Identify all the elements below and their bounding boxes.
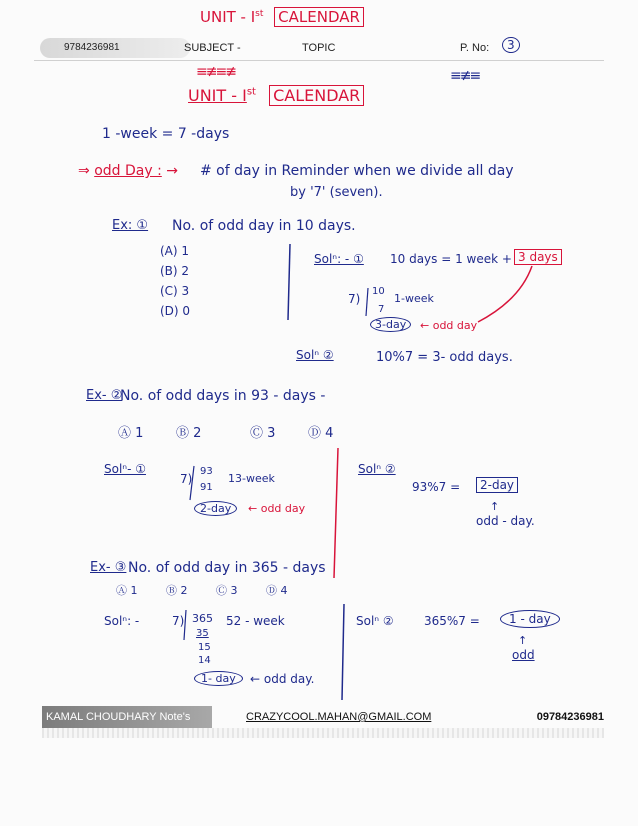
header-phone: 9784236981 xyxy=(40,38,190,58)
ex3-div-remainder-note-text: odd day. xyxy=(263,672,315,686)
header-title-unit: UNIT - I xyxy=(200,8,256,26)
ex3-div-subtract1: 35 xyxy=(196,628,209,639)
ex3-option-c: Ⓒ 3 xyxy=(216,584,238,597)
topic-label: TOPIC xyxy=(302,42,336,54)
ex1-option-a: (A) 1 xyxy=(160,244,190,258)
ex3-sol1-label: Solⁿ: - xyxy=(104,614,140,628)
ex1-div-remainder-text: 3-day xyxy=(370,317,411,332)
ex1-div-subtract: 7 xyxy=(378,304,385,315)
ex1-sol1-label: Solⁿ: - ① xyxy=(314,252,364,266)
ex3-div-remainder-text: 1- day xyxy=(194,671,243,686)
ex2-sol2-box-text: 2-day xyxy=(476,477,518,493)
ex1-arrow xyxy=(478,266,532,322)
header-title-sup: st xyxy=(255,9,264,19)
ex1-division-bracket xyxy=(366,288,368,316)
ex3-sol2-circle-text: 1 - day xyxy=(500,610,560,628)
odd-day-term-text: odd Day : xyxy=(94,163,162,179)
ex1-sol2-label: Solⁿ ② xyxy=(296,348,334,362)
ex3-div-divisor: 7) xyxy=(172,614,185,628)
header-title-topic: CALENDAR xyxy=(274,7,364,27)
ex3-option-b: Ⓑ 2 xyxy=(166,584,188,597)
ex3-question: No. of odd day in 365 - days xyxy=(128,560,326,576)
footer-phone: 09784236981 xyxy=(536,711,604,723)
ex3-div-remainder-note: ← odd day. xyxy=(250,672,315,686)
ex2-red-divider xyxy=(334,448,338,578)
ex1-option-d: (D) 0 xyxy=(160,304,191,318)
ex1-option-c: (C) 3 xyxy=(160,284,190,298)
ex1-sol1-box-text: 3 days xyxy=(514,249,562,265)
ex3-option-d: Ⓓ 4 xyxy=(266,584,288,597)
ex2-sol2-text: 93%7 = xyxy=(412,480,461,494)
ex2-label: Ex- ② xyxy=(86,388,123,403)
ex3-div-mid: 15 xyxy=(198,642,211,653)
ex2-sol1-label: Solⁿ- ① xyxy=(104,462,146,476)
ex1-div-remainder-note-text: odd day xyxy=(432,319,478,332)
ex2-div-remainder-note-text: odd day xyxy=(260,502,306,515)
ex3-div-subtract2: 14 xyxy=(198,655,211,666)
ex3-divider xyxy=(342,604,344,700)
ex3-sol2-text: 365%7 = xyxy=(424,614,480,628)
ex2-div-remainder-text: 2-day xyxy=(194,501,237,516)
odd-day-term: ⇒ odd Day : → xyxy=(78,163,178,179)
heading-topic: CALENDAR xyxy=(269,85,364,106)
ex1-sol2-text: 10%7 = 3- odd days. xyxy=(376,350,513,365)
ex2-option-b: Ⓑ 2 xyxy=(176,426,202,441)
ex2-option-d: Ⓓ 4 xyxy=(308,426,334,441)
ex3-division-bracket xyxy=(184,610,186,640)
week-line: 1 -week = 7 -days xyxy=(102,126,230,142)
ex2-div-remainder-note: ← odd day xyxy=(248,502,306,515)
ex2-sol2-arrow: ↑ xyxy=(490,500,500,513)
ex2-option-c: Ⓒ 3 xyxy=(250,426,276,441)
ex3-sol2-label: Solⁿ ② xyxy=(356,614,394,628)
page-number-value: 3 xyxy=(502,37,520,53)
ex1-div-dividend: 10 xyxy=(372,286,385,297)
ex3-label: Ex- ③ xyxy=(90,560,127,575)
ex2-div-quotient: 13-week xyxy=(228,472,275,485)
ex2-option-a: Ⓐ 1 xyxy=(118,426,144,441)
heading-sup: st xyxy=(246,86,256,98)
heading-unit: UNIT - I xyxy=(188,86,247,105)
ex2-question: No. of odd days in 93 - days - xyxy=(120,388,326,404)
ex3-div-dividend: 365 xyxy=(192,612,213,625)
ex1-label: Ex: ① xyxy=(112,218,149,233)
page-label: P. No: xyxy=(460,42,490,54)
ex1-divider xyxy=(288,244,290,320)
footer-email: CRAZYCOOL.MAHAN@GMAIL.COM xyxy=(246,711,432,723)
ex3-option-a: Ⓐ 1 xyxy=(116,584,138,597)
ex1-div-remainder-note: ← odd day xyxy=(420,319,478,332)
ex1-div-quotient: 1-week xyxy=(394,292,434,305)
subject-label: SUBJECT - xyxy=(184,42,241,54)
footer-name: KAMAL CHOUDHARY Note's xyxy=(42,706,212,728)
odd-day-definition-2: by '7' (seven). xyxy=(290,185,383,200)
ex3-sol2-arrow: ↑ xyxy=(518,634,528,647)
ex1-sol1-text: 10 days = 1 week + xyxy=(390,252,512,266)
footer xyxy=(42,706,604,728)
ex1-div-divisor: 7) xyxy=(348,292,361,306)
scribble-left: ≡≢≡≢ xyxy=(196,64,235,80)
ex1-question: No. of odd day in 10 days. xyxy=(172,218,356,234)
ex3-div-quotient: 52 - week xyxy=(226,614,285,628)
ex2-div-divisor: 7) xyxy=(180,472,193,486)
ex2-div-subtract: 91 xyxy=(200,482,213,493)
footer-texture xyxy=(42,728,604,738)
scribble-right: ≡≢≡ xyxy=(450,68,480,84)
ex2-sol2-note: odd - day. xyxy=(476,514,535,528)
ex2-division-bracket xyxy=(190,466,194,500)
ex3-sol2-note: odd xyxy=(512,648,535,662)
ex1-option-b: (B) 2 xyxy=(160,264,190,278)
ex2-div-dividend: 93 xyxy=(200,466,213,477)
odd-day-definition-1: # of day in Reminder when we divide all day xyxy=(200,163,514,179)
ex2-sol2-label: Solⁿ ② xyxy=(358,462,396,476)
